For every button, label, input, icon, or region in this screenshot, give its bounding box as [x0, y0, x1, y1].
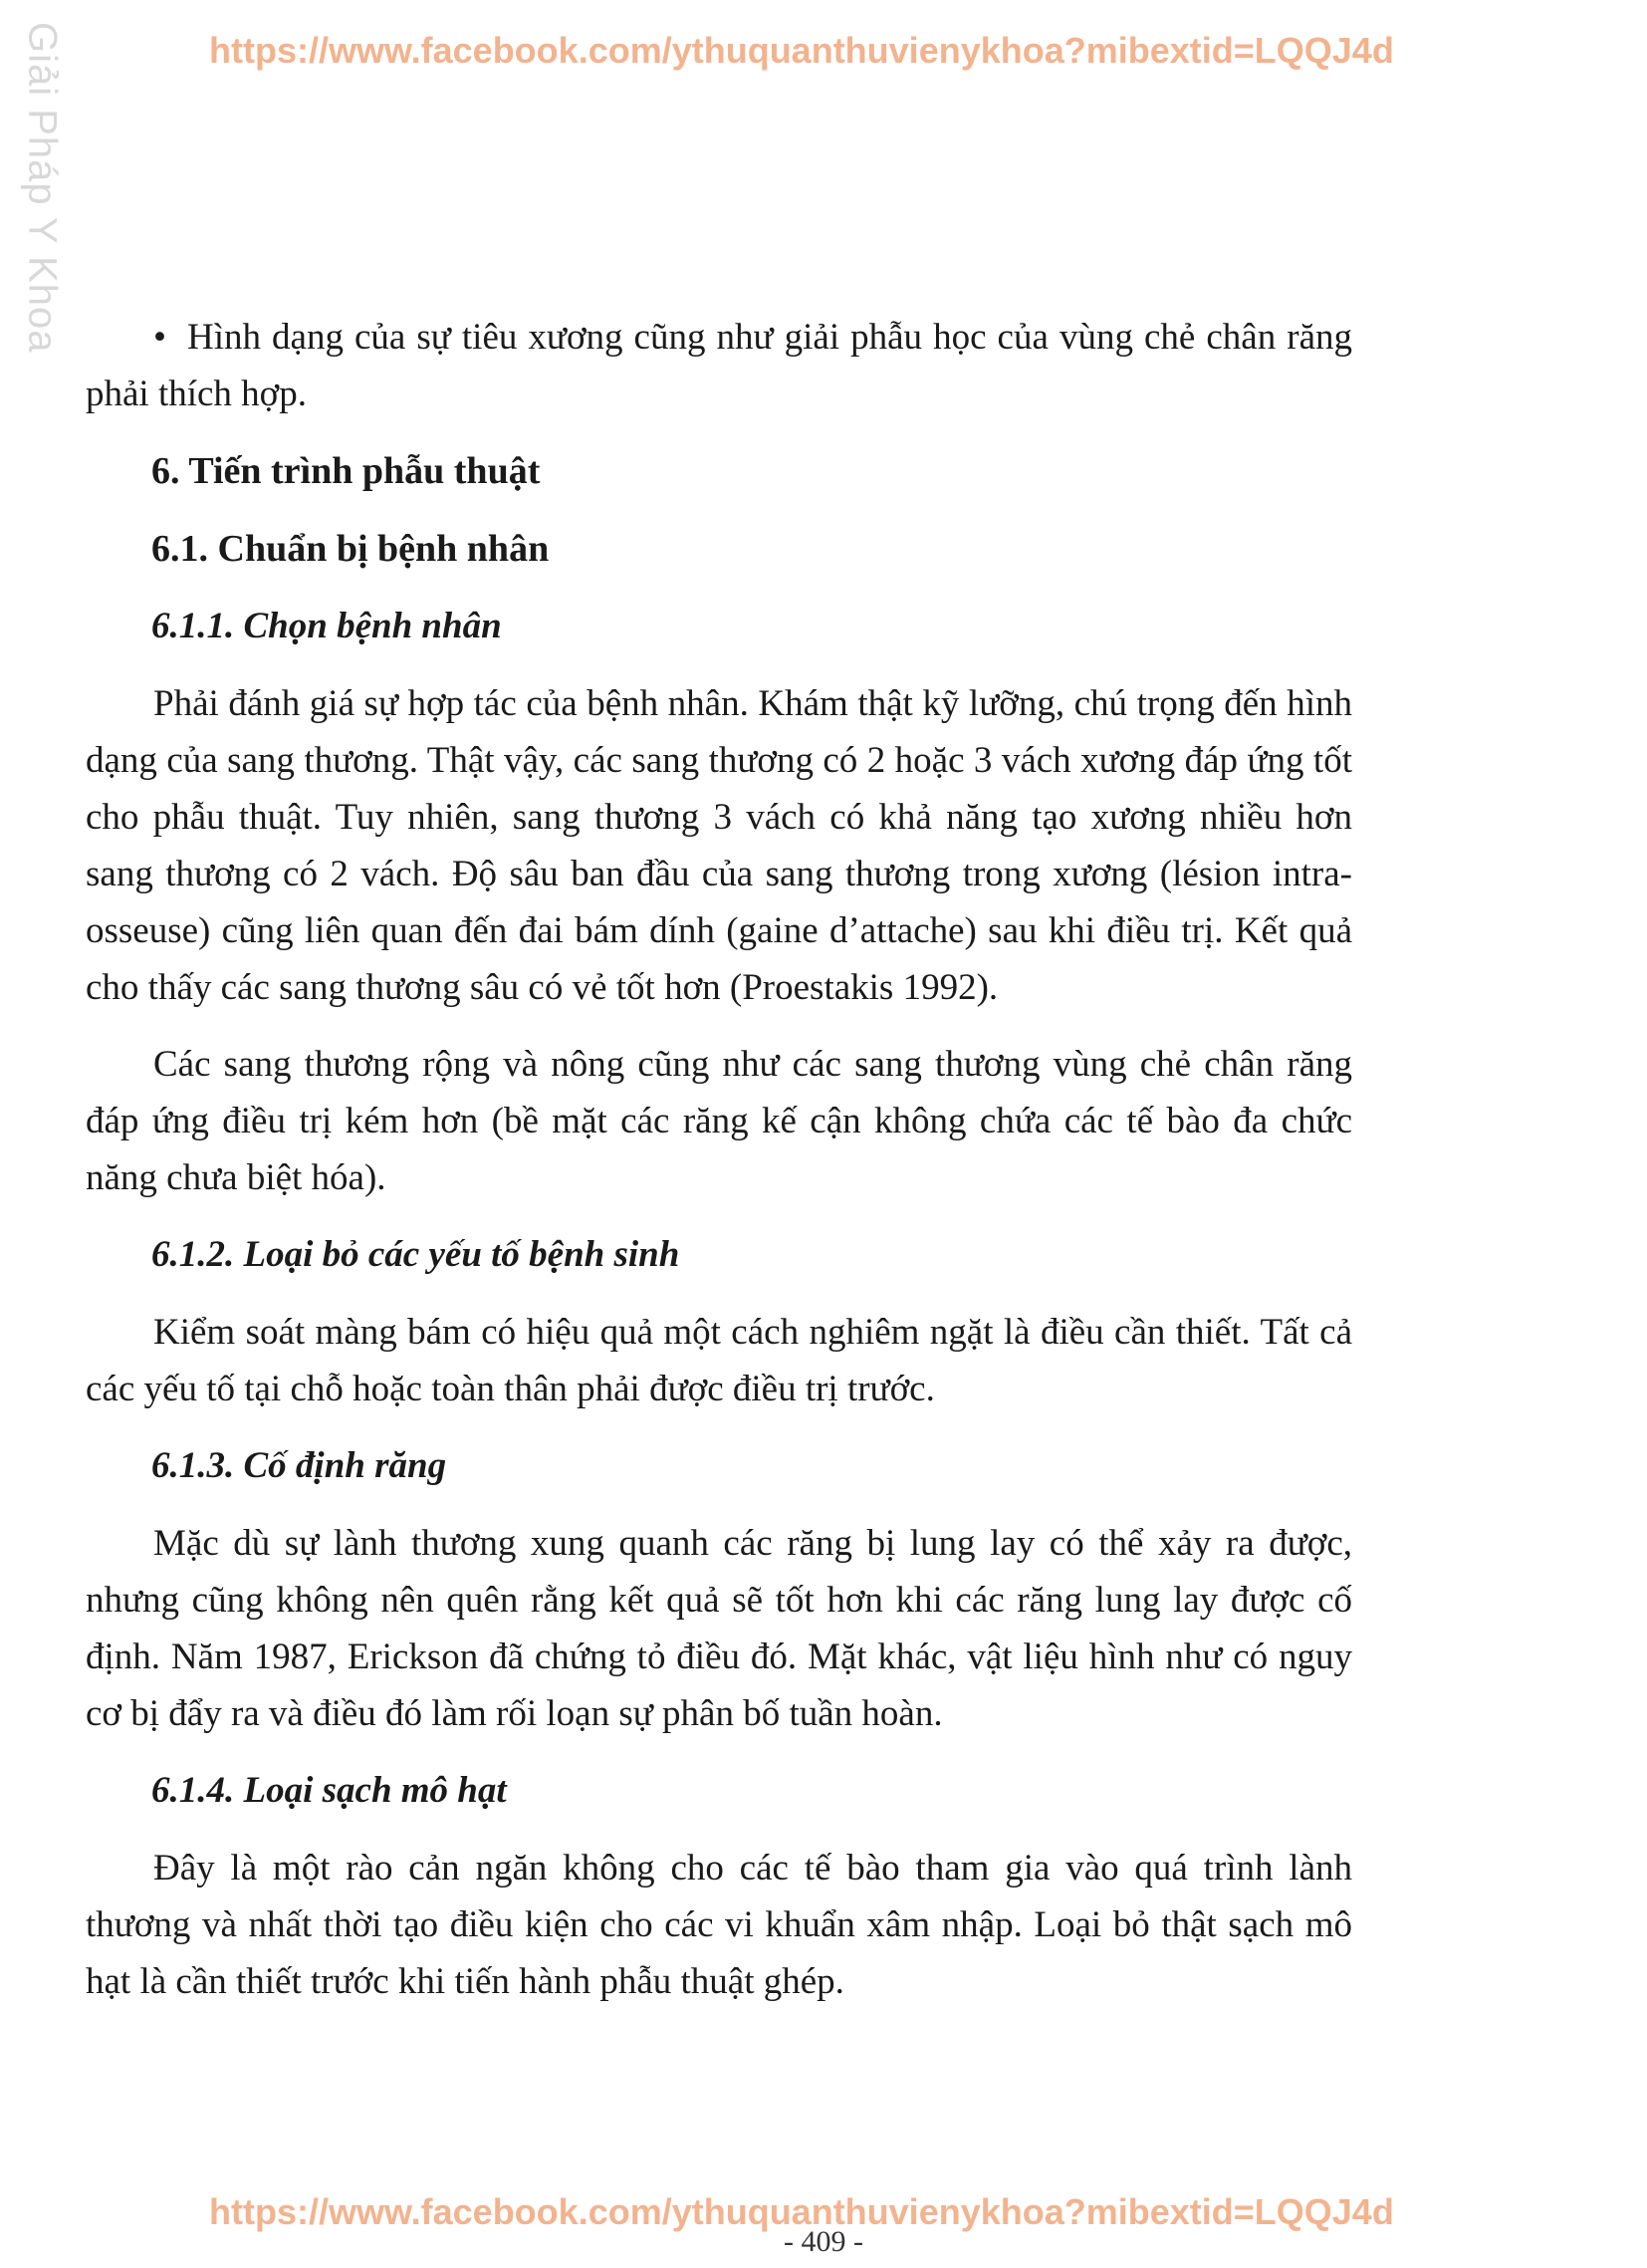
paragraph-2: Các sang thương rộng và nông cũng như các sang thương vùng chẻ chân răng đáp ứng điều trị kém hơn (bề mặt các răng kế cận không chứa các tế bào đa chức năng chưa biệt hóa). — [86, 1044, 1352, 1198]
heading-6: 6. Tiến trình phẫu thuật — [151, 450, 541, 492]
paragraph-3: Kiểm soát màng bám có hiệu quả một cách nghiêm ngặt là điều cần thiết. Tất cả các yếu tố tại chỗ hoặc toàn thân phải được điều trị trước. — [86, 1312, 1352, 1409]
side-watermark-text: Giải Pháp Y Khoa — [20, 22, 65, 354]
paragraph-5: Đây là một rào cản ngăn không cho các tế bào tham gia vào quá trình lành thương và nhất thời tạo điều kiện cho các vi khuẩn xâm nhập. Loại bỏ thật sạch mô hạt là cần thiết trước khi tiến hành phẫu thuật ghép. — [86, 1848, 1352, 2002]
heading-6-1: 6.1. Chuẩn bị bệnh nhân — [151, 528, 550, 570]
paragraph-1: Phải đánh giá sự hợp tác của bệnh nhân. Khám thật kỹ lưỡng, chú trọng đến hình dạng của sang thương. Thật vậy, các sang thương có 2 hoặc 3 vách xương đáp ứng tốt cho phẫu thuật. Tuy nhiên, sang thương 3 vách có khả năng tạo xương nhiều hơn sang thương có 2 vách. Độ sâu ban đầu của sang thương trong xương (lésion intra-osseuse) cũng liên quan đến đai bám dính (gaine d’attache) sau khi điều trị. Kết quả cho thấy các sang thương sâu có vẻ tốt hơn (Proestakis 1992). — [86, 683, 1352, 1008]
page-content — [86, 309, 1352, 2030]
page-number: - 409 - — [784, 2225, 863, 2258]
heading-6-1-4: 6.1.4. Loại sạch mô hạt — [151, 1770, 507, 1811]
bottom-watermark-link: https://www.facebook.com/ythuquanthuvienykhoa?mibextid=LQQJ4d — [209, 2191, 1394, 2232]
side-watermark — [12, 22, 72, 354]
heading-6-1-2: 6.1.2. Loại bỏ các yếu tố bệnh sinh — [151, 1234, 680, 1275]
bullet-paragraph: • Hình dạng của sự tiêu xương cũng như giải phẫu học của vùng chẻ chân răng phải thích hợp. — [86, 309, 1352, 422]
heading-6-1-3: 6.1.3. Cố định răng — [151, 1445, 447, 1486]
top-watermark-link: https://www.facebook.com/ythuquanthuvienykhoa?mibextid=LQQJ4d — [209, 30, 1394, 71]
heading-6-1-1: 6.1.1. Chọn bệnh nhân — [151, 606, 502, 646]
paragraph-4: Mặc dù sự lành thương xung quanh các răng bị lung lay có thể xảy ra được, nhưng cũng không nên quên rằng kết quả sẽ tốt hơn khi các răng lung lay được cố định. Năm 1987, Erickson đã chứng tỏ điều đó. Mặt khác, vật liệu hình như có nguy cơ bị đẩy ra và điều đó làm rối loạn sự phân bố tuần hoàn. — [86, 1523, 1352, 1734]
